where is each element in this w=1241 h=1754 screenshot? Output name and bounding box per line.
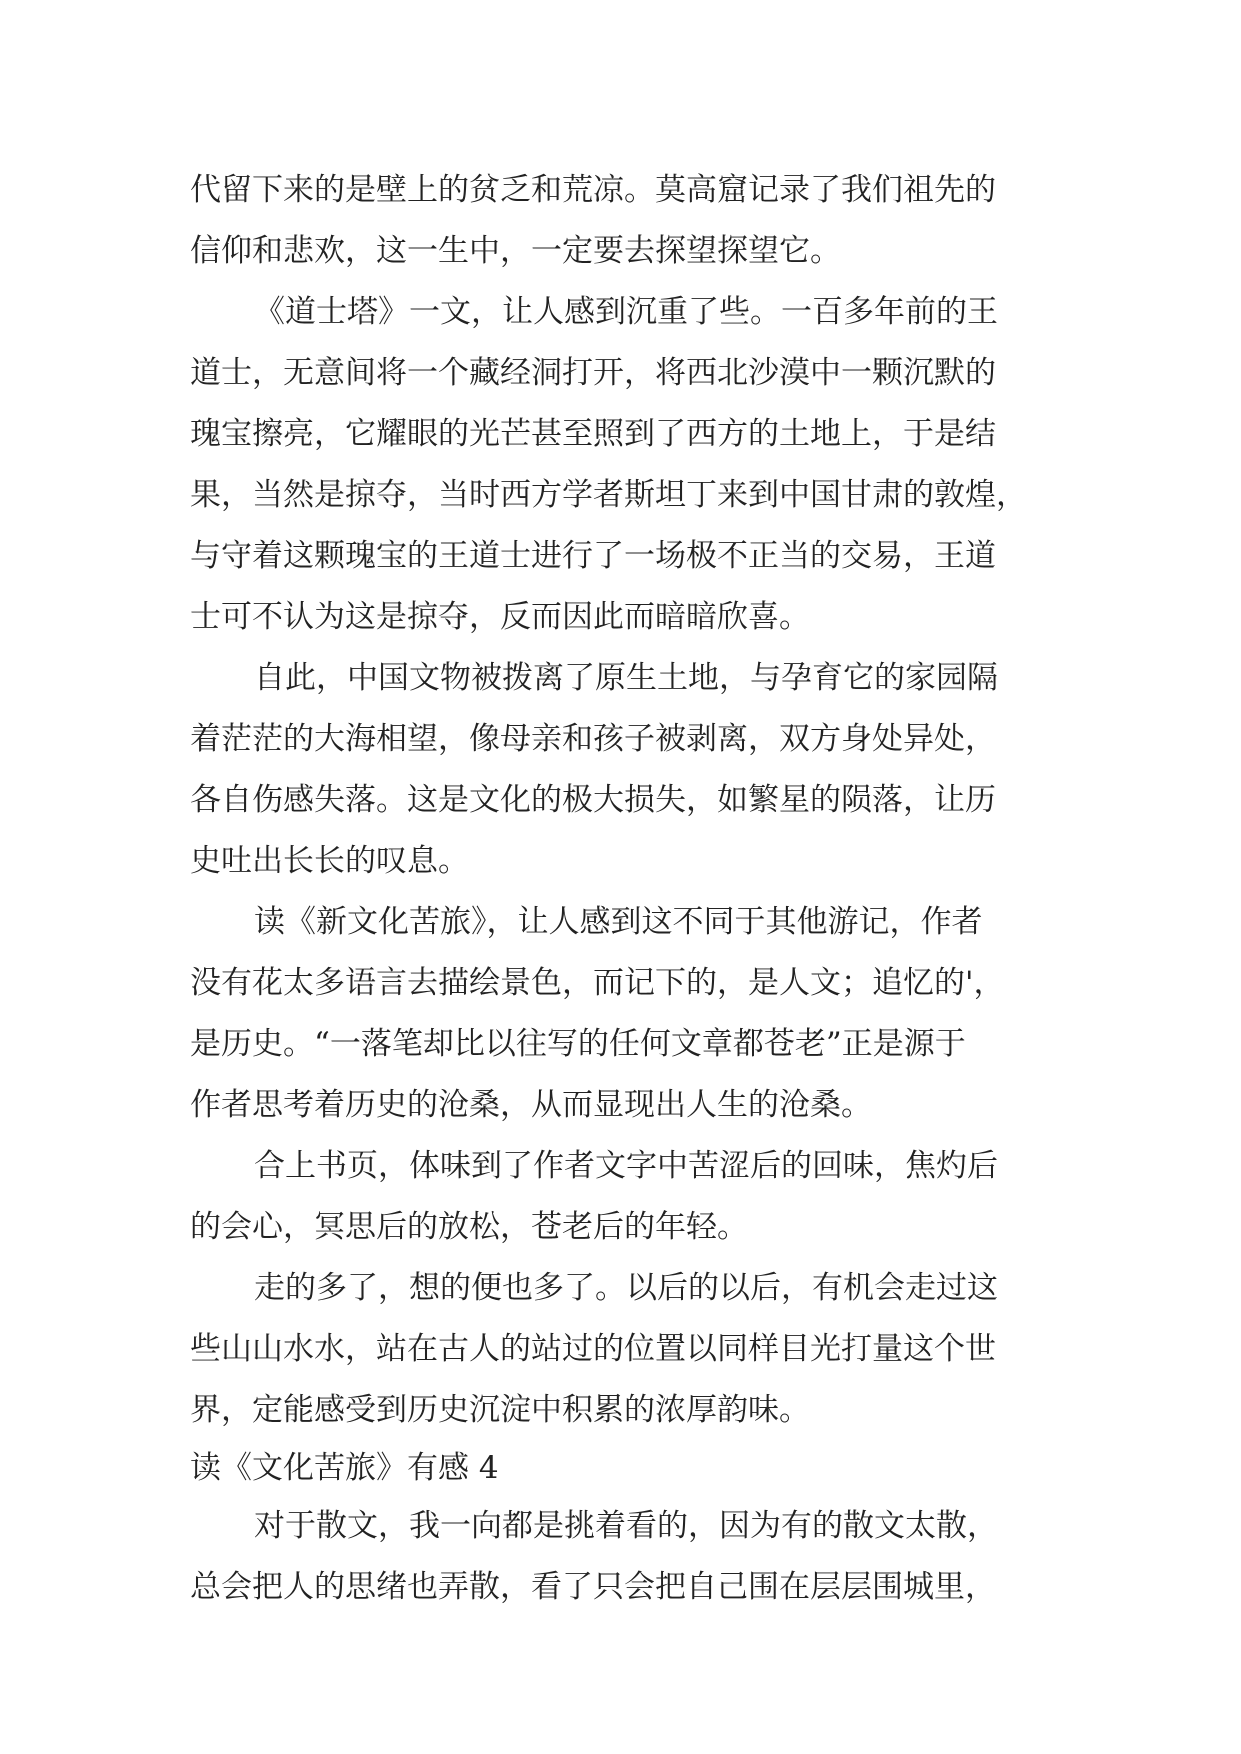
text-line-12: 史吐出长长的叹息。: [190, 843, 469, 879]
text-line-24: 总会把人的思绪也弄散，看了只会把自己围在层层围城里，: [190, 1569, 996, 1605]
text-line-18: 的会心，冥思后的放松，苍老后的年轻。: [190, 1209, 748, 1245]
text-line-10: 着茫茫的大海相望，像母亲和孩子被剥离，双方身处异处，: [190, 721, 996, 757]
text-line-11: 各自伤感失落。这是文化的极大损失，如繁星的陨落，让历: [190, 782, 996, 818]
text-line-14: 没有花太多语言去描绘景色，而记下的，是人文；追忆的'，: [190, 965, 1005, 1001]
section-heading: 读《文化苦旅》有感 4: [190, 1450, 499, 1486]
text-line-7: 与守着这颗瑰宝的王道士进行了一场极不正当的交易，王道: [190, 538, 996, 574]
text-line-2: 信仰和悲欢，这一生中，一定要去探望探望它。: [190, 233, 841, 269]
text-line-16: 作者思考着历史的沧桑，从而显现出人生的沧桑。: [190, 1087, 872, 1123]
document-body: [190, 160, 1070, 1618]
text-line-17: 合上书页，体味到了作者文字中苦涩后的回味，焦灼后: [254, 1148, 998, 1184]
text-line-21: 界，定能感受到历史沉淀中积累的浓厚韵味。: [190, 1392, 810, 1428]
text-line-3: 《道士塔》一文，让人感到沉重了些。一百多年前的王: [254, 294, 998, 330]
text-line-13: 读《新文化苦旅》，让人感到这不同于其他游记，作者: [254, 904, 983, 940]
text-line-15: 是历史。“一落笔却比以往写的任何文章都苍老”正是源于: [190, 1026, 966, 1062]
text-line-6: 果，当然是掠夺，当时西方学者斯坦丁来到中国甘肃的敦煌，: [190, 477, 1027, 513]
text-line-1: 代留下来的是壁上的贫乏和荒凉。莫高窟记录了我们祖先的: [190, 172, 996, 208]
text-line-5: 瑰宝擦亮，它耀眼的光芒甚至照到了西方的土地上，于是结: [190, 416, 996, 452]
text-line-4: 道士，无意间将一个藏经洞打开，将西北沙漠中一颗沉默的: [190, 355, 996, 391]
text-line-19: 走的多了，想的便也多了。以后的以后，有机会走过这: [254, 1270, 998, 1306]
text-line-8: 士可不认为这是掠夺，反而因此而暗暗欣喜。: [190, 599, 810, 635]
text-line-23: 对于散文，我一向都是挑着看的，因为有的散文太散，: [254, 1508, 998, 1544]
text-line-20: 些山山水水，站在古人的站过的位置以同样目光打量这个世: [190, 1331, 996, 1367]
text-line-9: 自此，中国文物被拨离了原生土地，与孕育它的家园隔: [254, 660, 998, 696]
